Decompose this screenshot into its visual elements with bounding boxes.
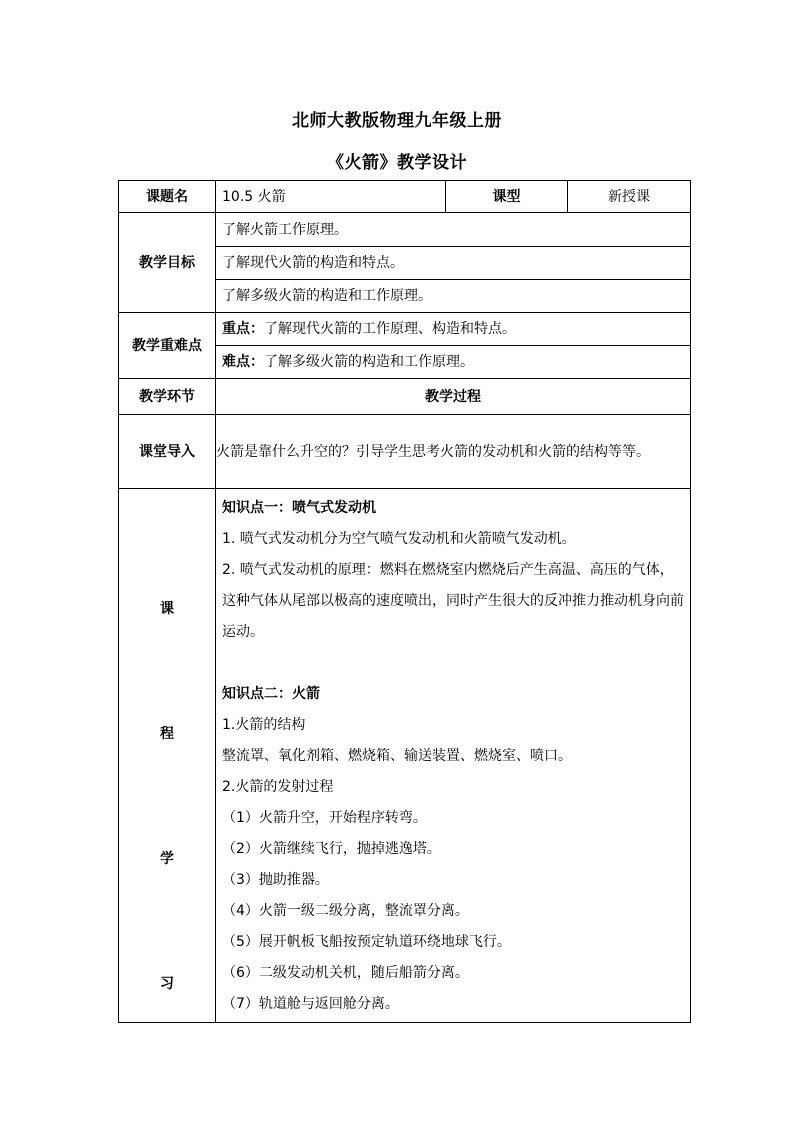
launch-step: （5）展开帆板飞船按预定轨道环绕地球飞行。 xyxy=(222,934,511,950)
kp1-item: 2. 喷气式发动机的原理：燃料在燃烧室内燃烧后产生高温、高压的气体，这种气体从尾部以极高的速度喷出，同时产生很大的反冲推力推动机身向前运动。 xyxy=(222,562,684,640)
type-value: 新授课 xyxy=(568,181,691,213)
study-label-char: 学 xyxy=(160,851,174,867)
type-label: 课型 xyxy=(446,181,568,213)
study-label-char: 程 xyxy=(160,726,174,742)
keypoint-cell xyxy=(216,313,691,346)
objective-row xyxy=(119,213,691,247)
study-label-char: 习 xyxy=(160,976,174,992)
topic-value: 10.5 火箭 xyxy=(216,181,446,213)
process-header-row xyxy=(119,379,691,415)
objective-item: 了解火箭工作原理。 xyxy=(216,213,691,247)
spacer xyxy=(222,648,684,679)
launch-step: （2）火箭继续飞行，抛掉逃逸塔。 xyxy=(222,841,441,857)
kp1-title: 知识点一：喷气式发动机 xyxy=(222,500,376,516)
kp2-structure-heading: 1.火箭的结构 xyxy=(222,717,306,733)
intro-text: 火箭是靠什么升空的？引导学生思考火箭的发动机和火箭的结构等等。 xyxy=(216,415,691,489)
study-label-char: 课 xyxy=(160,601,174,617)
study-row xyxy=(119,489,691,1023)
kp2-launch-heading: 2.火箭的发射过程 xyxy=(222,779,334,795)
difficulty-heading: 难点： xyxy=(222,354,264,370)
keypoint-text: 了解现代火箭的工作原理、构造和特点。 xyxy=(264,321,516,337)
topic-label: 课题名 xyxy=(119,181,216,213)
document-title: 北师大教版物理九年级上册 xyxy=(292,111,502,131)
keypoint-heading: 重点： xyxy=(222,321,264,337)
study-label xyxy=(119,489,216,1023)
lesson-plan-table xyxy=(118,180,691,1023)
difficulty-text: 了解多级火箭的构造和工作原理。 xyxy=(264,354,474,370)
launch-step: （7）轨道舱与返回舱分离。 xyxy=(222,996,399,1012)
launch-step: （1）火箭升空，开始程序转弯。 xyxy=(222,810,427,826)
launch-step: （6）二级发动机关机，随后船箭分离。 xyxy=(222,965,469,981)
intro-row xyxy=(119,415,691,489)
kp2-structure-text: 整流罩、氧化剂箱、燃烧箱、输送装置、燃烧室、喷口。 xyxy=(222,748,572,764)
study-content xyxy=(216,489,691,1023)
stage-header: 教学环节 xyxy=(119,379,216,415)
difficulty-cell xyxy=(216,346,691,379)
launch-step: （3）抛助推器。 xyxy=(222,872,329,888)
launch-step: （4）火箭一级二级分离，整流罩分离。 xyxy=(222,903,469,919)
keypoints-label: 教学重难点 xyxy=(119,313,216,379)
topic-row xyxy=(119,181,691,213)
objective-item: 了解多级火箭的构造和工作原理。 xyxy=(216,280,691,313)
intro-label: 课堂导入 xyxy=(119,415,216,489)
objectives-label: 教学目标 xyxy=(119,213,216,313)
document-subtitle: 《火箭》教学设计 xyxy=(327,153,467,173)
keypoint-row xyxy=(119,313,691,346)
objective-item: 了解现代火箭的构造和特点。 xyxy=(216,247,691,280)
process-header: 教学过程 xyxy=(216,379,691,415)
kp2-title: 知识点二：火箭 xyxy=(222,686,320,702)
kp1-item: 1. 喷气式发动机分为空气喷气发动机和火箭喷气发动机。 xyxy=(222,531,576,547)
